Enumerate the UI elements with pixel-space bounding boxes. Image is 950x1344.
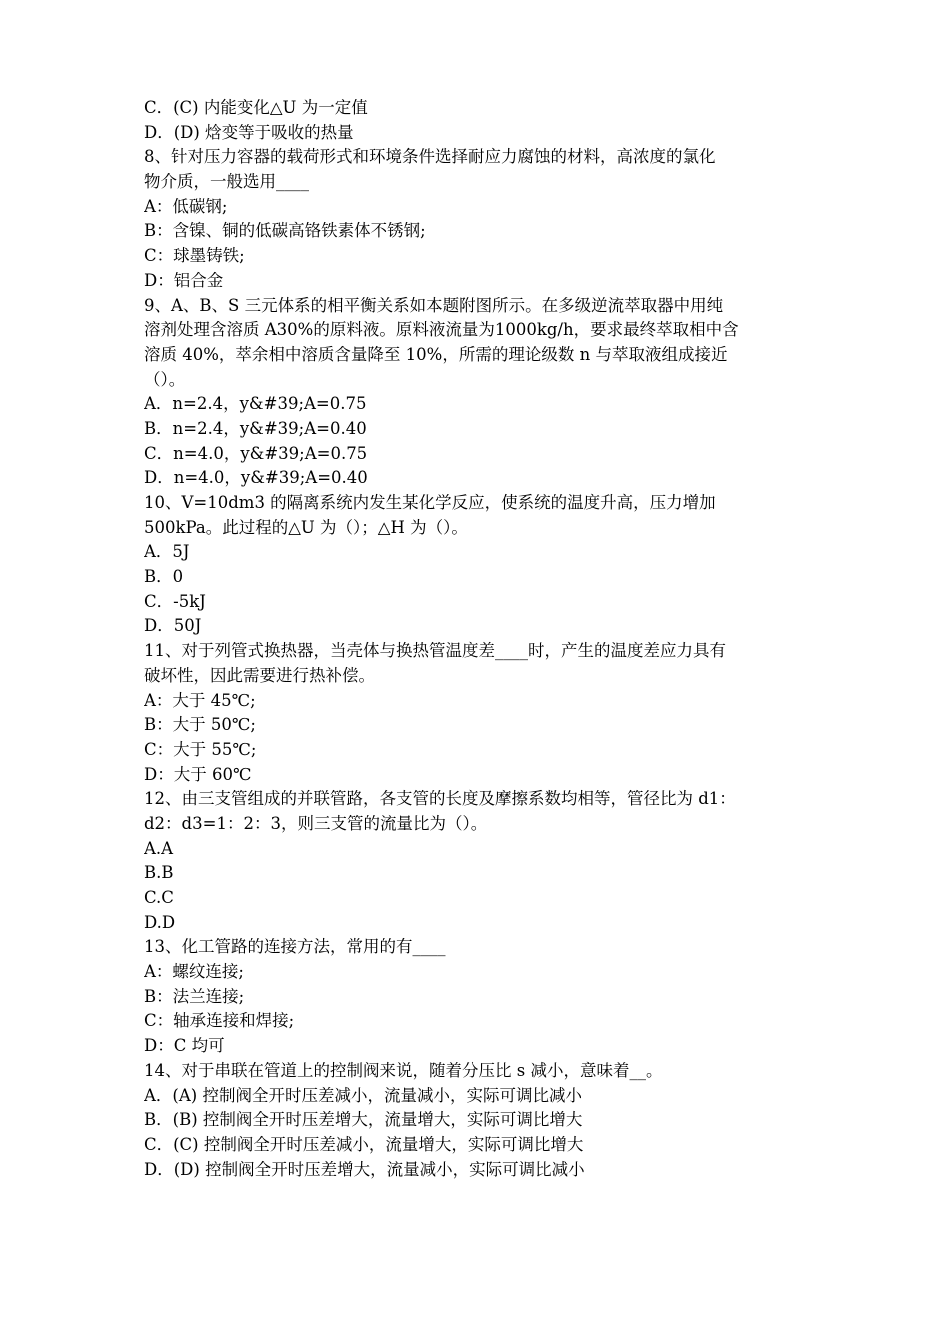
text-line: B.B [144,863,174,883]
text-line: C．(C) 内能变化△U 为一定值 [144,98,368,117]
text-line: D．(D) 焓变等于吸收的热量 [144,122,354,142]
text-line: 13、化工管路的连接方法，常用的有____ [144,937,446,957]
text-line: A．(A) 控制阀全开时压差减小，流量减小，实际可调比减小 [144,1085,582,1105]
document-page [144,96,812,1182]
text-line: （）。 [144,369,186,389]
text-line: 14、对于串联在管道上的控制阀来说，随着分压比 s 减小，意味着__。 [144,1060,663,1080]
text-line: 11、对于列管式换热器，当壳体与换热管温度差____时，产生的温度差应力具有 [144,641,726,661]
text-line: 9、A、B、S 三元体系的相平衡关系如本题附图所示。在多级逆流萃取器中用纯 [144,295,724,315]
text-line: 8、针对压力容器的载荷形式和环境条件选择耐应力腐蚀的材料，高浓度的氯化 [144,147,716,167]
text-line: C.C [144,888,174,907]
text-line: D：大于 60℃ [144,764,252,784]
text-line: 溶剂处理含溶质 A30%的原料液。原料液流量为1000kg/h，要求最终萃取相中含 [144,320,739,340]
text-line: C．(C) 控制阀全开时压差减小，流量增大，实际可调比增大 [144,1134,584,1154]
text-line: B：法兰连接; [144,986,245,1006]
text-line: C．n=4.0，y&#39;A=0.75 [144,443,368,463]
text-line: B：含镍、铜的低碳高铬铁素体不锈钢; [144,221,426,241]
text-line: B．0 [144,567,184,587]
text-line: D：C 均可 [144,1036,225,1056]
text-line: 溶质 40%，萃余相中溶质含量降至 10%，所需的理论级数 n 与萃取液组成接近 [144,344,728,364]
text-line: B．n=2.4，y&#39;A=0.40 [144,418,367,438]
text-line: C：球墨铸铁; [144,246,245,266]
text-line: D．50J [144,616,202,636]
text-line: 破坏性，因此需要进行热补偿。 [144,665,375,685]
text-line: A：螺纹连接; [144,962,244,982]
text-line: B．(B) 控制阀全开时压差增大，流量增大，实际可调比增大 [144,1110,583,1130]
text-line: D．n=4.0，y&#39;A=0.40 [144,468,368,488]
text-line: A：低碳钢; [144,196,228,216]
text-line: A.A [144,838,174,858]
text-line: B：大于 50℃; [144,715,256,735]
text-line: C：大于 55℃; [144,739,257,759]
text-line: A．5J [144,542,190,562]
text-line: D．(D) 控制阀全开时压差增大，流量减小，实际可调比减小 [144,1159,585,1179]
text-line: 10、V=10dm3 的隔离系统内发生某化学反应，使系统的温度升高，压力增加 [144,493,716,512]
text-line: A．n=2.4，y&#39;A=0.75 [144,394,367,414]
text-line: 500kPa。此过程的△U 为（）；△H 为（）。 [144,517,468,537]
text-line: C：轴承连接和焊接; [144,1011,295,1031]
text-line: C．-5kJ [144,591,206,611]
text-line: D.D [144,912,176,932]
text-line: D：铝合金 [144,270,224,290]
text-line: A：大于 45℃; [144,690,256,710]
text-line: 12、由三支管组成的并联管路，各支管的长度及摩擦系数均相等，管径比为 d1： [144,789,736,809]
text-line: 物介质，一般选用____ [144,172,309,192]
text-line: d2：d3=1：2：3，则三支管的流量比为（）。 [144,813,488,833]
